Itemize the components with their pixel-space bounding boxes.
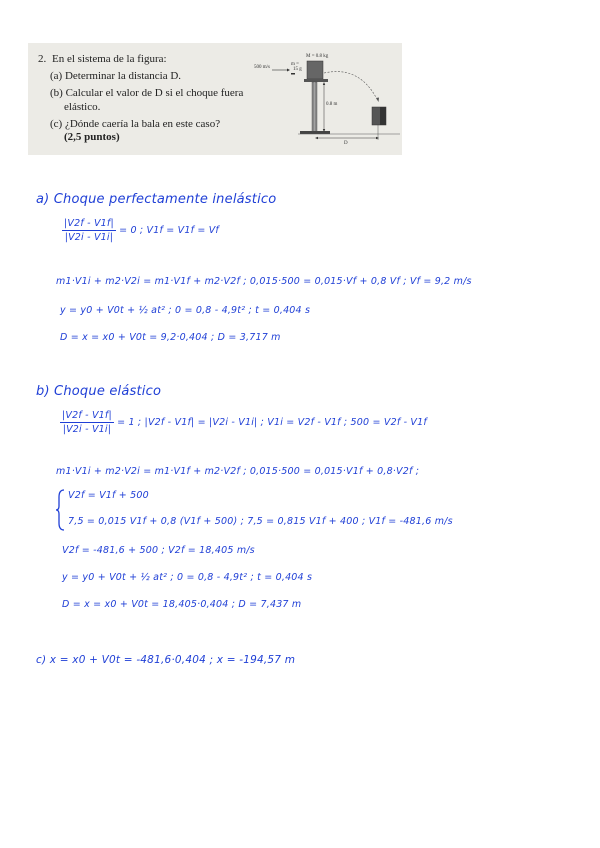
part-b-title: b) Choque elástico [36, 384, 162, 399]
part-a-restitution-eq: $\frac{|V2f - V1f|}{|V2i - V1i|}$ = 0 ; V1f = V1f = Vf [64, 218, 219, 243]
part-b-restitution-eq: $\frac{|V2f - V1f|}{|V2i - V1i|}$ = 1 ; |V2f - V1f| = |V2i - V1i| ; V1i = V2f - V1f ; 500 = V2f - V1f [62, 410, 427, 435]
part-b-v2f-eq: V2f = -481,6 + 500 ; V2f = 18,405 m/s [62, 545, 255, 556]
part-b-distance-eq: D = x = x0 + V0t = 18,405·0,404 ; D = 7,437 m [62, 599, 302, 610]
figure-bullet-mass-value: 15 g [293, 67, 302, 72]
problem-number: 2. [38, 53, 47, 65]
figure-velocity-label: 500 m/s [254, 65, 270, 70]
problem-item-b: (b) Calcular el valor de D si el choque fuera elástico. [50, 87, 244, 113]
part-c-landing-eq: c) x = x0 + V0t = -481,6·0,404 ; x = -194,57 m [36, 654, 296, 666]
part-b-momentum-eq: m1·V1i + m2·V2i = m1·V1f + m2·V2f ; 0,015·500 = 0,015·V1f + 0,8·V2f ; [56, 466, 420, 477]
bullet-shape [291, 73, 295, 75]
part-a-time-eq: y = y0 + V0t + ½ at² ; 0 = 0,8 - 4,9t² ; t = 0,404 s [60, 305, 311, 316]
collision-figure [250, 43, 402, 155]
problem-points: (2,5 puntos) [64, 131, 120, 144]
part-b-time-eq: y = y0 + V0t + ½ at² ; 0 = 0,8 - 4,9t² ; t = 0,404 s [62, 572, 313, 583]
part-a-distance-eq: D = x = x0 + V0t = 9,2·0,404 ; D = 3,717 m [60, 332, 281, 343]
system-brace [56, 489, 66, 531]
part-b-system-eq-1: V2f = V1f + 500 [68, 490, 149, 501]
part-b-restitution-fraction: $\frac{|V2f - V1f|}{|V2i - V1i|}$ [62, 410, 112, 435]
block-shape [307, 61, 323, 79]
part-a-title: a) Choque perfectamente inelástico [36, 192, 277, 207]
problem-text [38, 53, 248, 144]
figure-bullet-mass-label: m = [291, 62, 299, 67]
problem-item-a: (a) Determinar la distancia D. [50, 70, 182, 83]
problem-statement: En el sistema de la figura: [52, 53, 167, 65]
part-a-restitution-fraction: $\frac{|V2f - V1f|}{|V2i - V1i|}$ [64, 218, 114, 243]
figure-distance-label: D [344, 141, 348, 146]
figure-height-label: 0.8 m [326, 102, 338, 107]
problem-statement-box [28, 43, 402, 155]
problem-item-c: (c) ¿Dónde caería la bala en este caso? [50, 117, 221, 130]
figure-mass-block-label: M = 0.8 kg [306, 54, 329, 59]
part-a-momentum-eq: m1·V1i + m2·V2i = m1·V1f + m2·V2f ; 0,015·500 = 0,015·Vf + 0,8 Vf ; Vf = 9,2 m/s [56, 276, 472, 287]
part-b-system-eq-2: 7,5 = 0,015 V1f + 0,8 (V1f + 500) ; 7,5 = 0,815 V1f + 400 ; V1f = -481,6 m/s [68, 516, 453, 527]
